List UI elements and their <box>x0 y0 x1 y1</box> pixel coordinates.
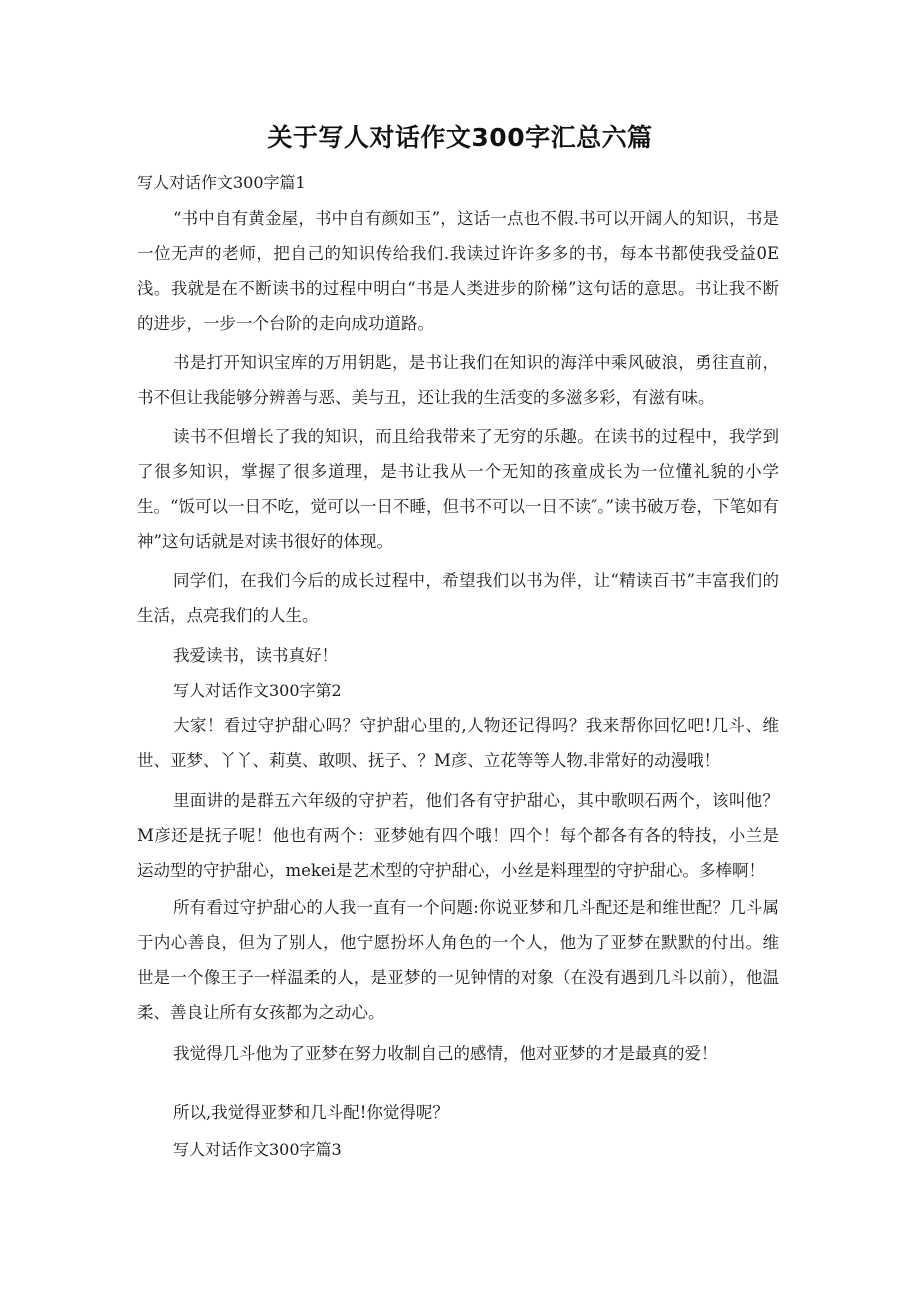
section-heading-3: 写人对话作文300字篇3 <box>173 1140 342 1159</box>
paragraph: 读书不但增长了我的知识，而且给我带来了无穷的乐趣。在读书的过程中，我学到了很多知识，掌握了很多道理，是书让我从一个无知的孩童成长为一位懂礼貌的小学生。“饭可以一日不吃，觉可以一日不睡，但书不可以一日不读″。”读书破万卷，下笔如有神”这句话就是对读书很好的体现。 <box>137 427 779 551</box>
paragraph: 里面讲的是群五六年级的守护若，他们各有守护甜心，其中歌呗石两个，该叫他？M彦还是抚子呢！他也有两个：亚梦她有四个哦！四个！每个都各有各的特技，小兰是运动型的守护甜心，mekei是艺术型的守护甜心，小丝是料理型的守护甜心。多棒啊！ <box>137 791 779 880</box>
paragraph: 我觉得几斗他为了亚梦在努力收制自己的感情，他对亚梦的才是最真的爱！ <box>173 1044 718 1063</box>
paragraph: 所有看过守护甜心的人我一直有一个问题:你说亚梦和几斗配还是和维世配？几斗属于内心善良，但为了别人，他宁愿扮坏人角色的一个人，他为了亚梦在默默的付出。维世是一个像王子一样温柔的人，是亚梦的一见钟情的对象（在没有遇到几斗以前），他温柔、善良让所有女孩都为之动心。 <box>137 898 779 1022</box>
paragraph: 所以,我觉得亚梦和几斗配!你觉得呢？ <box>173 1103 449 1122</box>
document-title: 关于写人对话作文300字汇总六篇 <box>267 123 653 152</box>
section-heading-2: 写人对话作文300字第2 <box>173 681 342 700</box>
paragraph: 书是打开知识宝库的万用钥匙，是书让我们在知识的海洋中乘风破浪，勇往直前，书不但让我能够分辨善与恶、美与丑，还让我的生活变的多滋多彩，有滋有味。 <box>137 353 779 407</box>
paragraph: 同学们，在我们今后的成长过程中，希望我们以书为伴，让“精读百书”丰富我们的生活，点亮我们的人生。 <box>137 571 779 625</box>
paragraph: 我爱读书，读书真好！ <box>173 646 338 665</box>
section-heading-1: 写人对话作文300字篇1 <box>137 173 306 192</box>
paragraph: 大家！看过守护甜心吗？守护甜心里的,人物还记得吗？我来帮你回忆吧!几斗、维世、亚梦、丫丫、莉莫、敢呗、抚子、？M彦、立花等等人物.非常好的动漫哦！ <box>137 716 779 770</box>
paragraph: “书中自有黄金屋，书中自有颜如玉”，这话一点也不假.书可以开阔人的知识，书是一位无声的老师，把自己的知识传给我们.我读过许许多多的书，每本书都使我受益0E浅。我就是在不断读书的过程中明白“书是人类进步的阶梯”这句话的意思。书让我不断的进步，一步一个台阶的走向成功道路。 <box>137 209 779 333</box>
